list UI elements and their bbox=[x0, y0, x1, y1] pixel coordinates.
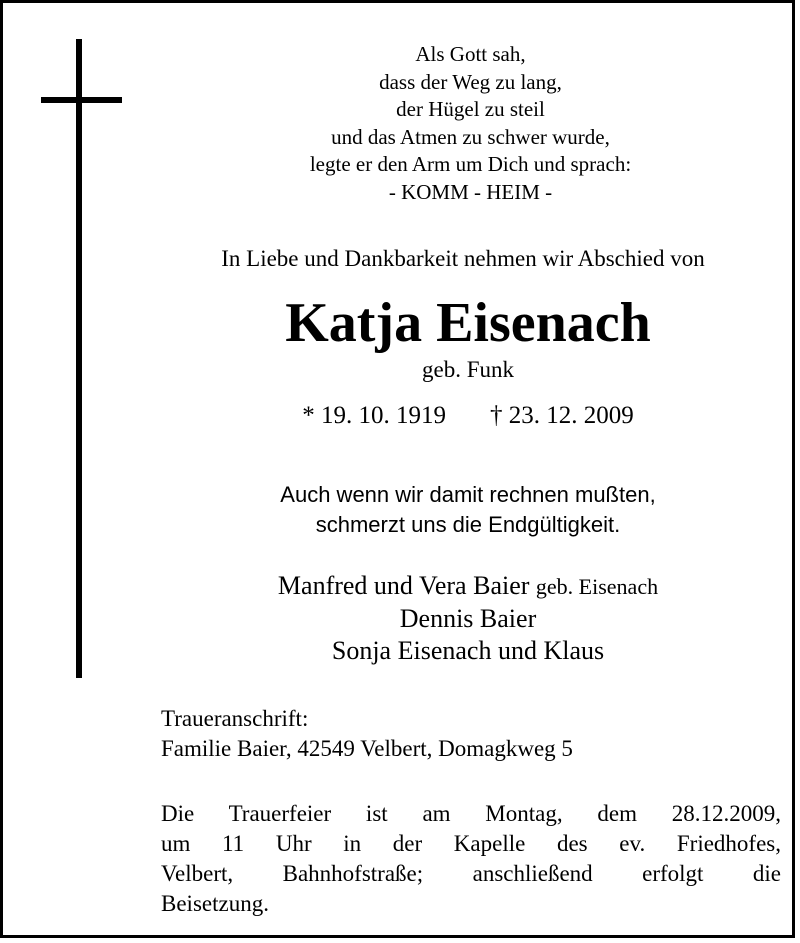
deceased-name: Katja Eisenach bbox=[285, 292, 651, 354]
cross-icon-vertical-bar bbox=[76, 39, 82, 678]
poem-line: legte er den Arm um Dich und sprach: bbox=[309, 152, 632, 176]
poem bbox=[203, 41, 738, 206]
poem-line: - KOMM - HEIM - bbox=[388, 179, 553, 204]
intro-text: In Liebe und Dankbarkeit nehmen wir Abschied von bbox=[221, 246, 705, 271]
birth-date: * 19. 10. 1919 bbox=[302, 402, 446, 429]
quote-line: schmerzt uns die Endgültigkeit. bbox=[315, 512, 621, 537]
funeral-service-info bbox=[161, 799, 781, 919]
mourner-line bbox=[153, 570, 783, 603]
service-line: Beisetzung. bbox=[161, 891, 269, 916]
address-label: Traueranschrift: bbox=[161, 706, 309, 731]
mourning-address bbox=[161, 704, 573, 764]
poem-line: der Hügel zu steil bbox=[396, 97, 545, 121]
mourners-list bbox=[153, 570, 783, 667]
cross-icon-horizontal-bar bbox=[41, 97, 122, 103]
life-dates bbox=[153, 400, 783, 432]
service-line: um 11 Uhr in der Kapelle des ev. Friedhofes, bbox=[161, 831, 781, 856]
death-date: † 23. 12. 2009 bbox=[490, 402, 634, 429]
poem-line: und das Atmen zu schwer wurde, bbox=[331, 124, 610, 149]
mourner-maiden-name: geb. Eisenach bbox=[535, 574, 659, 599]
mourner-line: Dennis Baier bbox=[399, 604, 537, 633]
mourner-names: Manfred und Vera Baier bbox=[277, 571, 530, 600]
address-value: Familie Baier, 42549 Velbert, Domagkweg 5 bbox=[161, 736, 573, 761]
maiden-name: geb. Funk bbox=[422, 357, 514, 382]
service-line: Velbert, Bahnhofstraße; anschließend erfolgt die bbox=[161, 861, 781, 886]
poem-line: dass der Weg zu lang, bbox=[379, 69, 562, 94]
poem-line: Als Gott sah, bbox=[415, 42, 526, 66]
quote-line: Auch wenn wir damit rechnen mußten, bbox=[280, 482, 656, 507]
service-line: Die Trauerfeier ist am Montag, dem 28.12.2009, bbox=[161, 801, 781, 826]
quote bbox=[153, 480, 783, 540]
mourner-line: Sonja Eisenach und Klaus bbox=[331, 636, 605, 665]
